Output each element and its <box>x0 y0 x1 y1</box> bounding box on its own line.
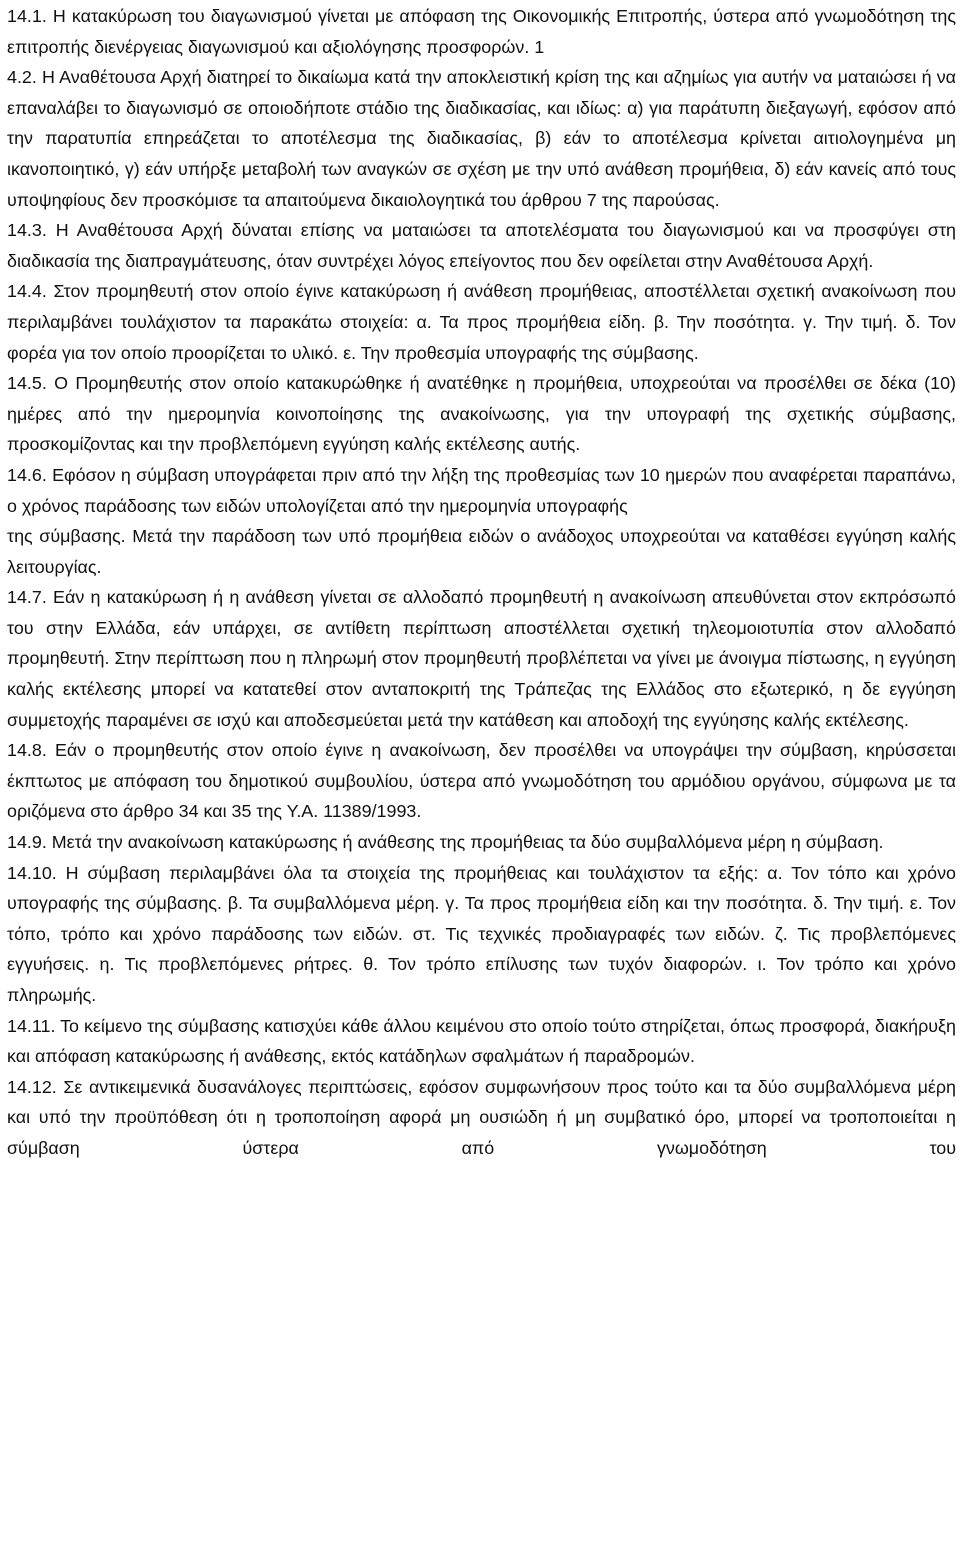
paragraph-14-8: 14.8. Εάν ο προμηθευτής στον οποίο έγινε η ανακοίνωση, δεν προσέλθει να υπογράψει την σύμβαση, κηρύσσεται έκπτωτος με απόφαση του δημοτικού συμβουλίου, ύστερα από γνωμοδότηση του αρμόδιου οργάνου, σύμφωνα με τα οριζόμενα στο άρθρο 34 και 35 της Υ.Α. 11389/1993. <box>7 740 956 822</box>
paragraph-14-6-continued: της σύμβασης. Μετά την παράδοση των υπό προμήθεια ειδών ο ανάδοχος υποχρεούται να καταθέσει εγγύηση καλής λειτουργίας. <box>7 526 956 577</box>
paragraph-14-2: 4.2. Η Αναθέτουσα Αρχή διατηρεί το δικαίωμα κατά την αποκλειστική κρίση της και αζημίως για αυτήν να ματαιώσει ή να επαναλάβει το διαγωνισμό σε οποιοδήποτε στάδιο της διαδικασίας, και ιδίως: α) για παράτυπη διεξαγωγή, εφόσον από την παρατυπία επηρεάζεται το αποτέλεσμα της διαδικασίας, β) εάν το αποτέλεσμα κρίνεται αιτιολογημένα μη ικανοποιητικό, γ) εάν υπήρξε μεταβολή των αναγκών σε σχέση με την υπό ανάθεση προμήθεια, δ) εάν κανείς από τους υποψηφίους δεν προσκόμισε τα απαιτούμενα δικαιολογητικά του άρθρου 7 της παρούσας. <box>7 67 956 210</box>
paragraph-14-4: 14.4. Στον προμηθευτή στον οποίο έγινε κατακύρωση ή ανάθεση προμήθειας, αποστέλλεται σχετική ανακοίνωση που περιλαμβάνει τουλάχιστον τα παρακάτω στοιχεία: α. Τα προς προμήθεια είδη. β. Την ποσότητα. γ. Την τιμή. δ. Τον φορέα για τον οποίο προορίζεται το υλικό. ε. Την προθεσμία υπογραφής της σύμβασης. <box>7 281 956 363</box>
document-page <box>7 1 956 1164</box>
paragraph-14-7: 14.7. Εάν η κατακύρωση ή η ανάθεση γίνεται σε αλλοδαπό προμηθευτή η ανακοίνωση απευθύνεται στον εκπρόσωπό του στην Ελλάδα, εάν υπάρχει, σε αντίθετη περίπτωση αποστέλλεται σχετική τηλεομοιοτυπία στον αλλοδαπό προμηθευτή. Στην περίπτωση που η πληρωμή στον προμηθευτή προβλέπεται να γίνει με άνοιγμα πίστωσης, η εγγύηση καλής εκτέλεσης μπορεί να κατατεθεί στον ανταποκριτή της Τράπεζας της Ελλάδος στο εξωτερικό, η δε εγγύηση συμμετοχής παραμένει σε ισχύ και αποδεσμεύεται μετά την κατάθεση και αποδοχή της εγγύησης καλής εκτέλεσης. <box>7 587 956 730</box>
paragraph-14-3: 14.3. Η Αναθέτουσα Αρχή δύναται επίσης να ματαιώσει τα αποτελέσματα του διαγωνισμού και να προσφύγει στη διαδικασία της διαπραγμάτευσης, όταν συντρέχει λόγος επείγοντος που δεν οφείλεται στην Αναθέτουσα Αρχή. <box>7 220 956 271</box>
paragraph-14-5: 14.5. Ο Προμηθευτής στον οποίο κατακυρώθηκε ή ανατέθηκε η προμήθεια, υποχρεούται να προσέλθει σε δέκα (10) ημέρες από την ημερομηνία κοινοποίησης της ανακοίνωσης, για την υπογραφή της σχετικής σύμβασης, προσκομίζοντας και την προβλεπόμενη εγγύηση καλής εκτέλεσης αυτής. <box>7 373 956 455</box>
paragraph-14-9: 14.9. Μετά την ανακοίνωση κατακύρωσης ή ανάθεσης της προμήθειας τα δύο συμβαλλόμενα μέρη η σύμβαση. <box>7 832 884 853</box>
paragraph-14-6: 14.6. Εφόσον η σύμβαση υπογράφεται πριν από την λήξη της προθεσμίας των 10 ημερών που αναφέρεται παραπάνω, ο χρόνος παράδοσης των ειδών υπολογίζεται από την ημερομηνία υπογραφής <box>7 464 956 516</box>
paragraph-14-11: 14.11. Το κείμενο της σύμβασης κατισχύει κάθε άλλου κειμένου στο οποίο τούτο στηρίζεται, όπως προσφορά, διακήρυξη και απόφαση κατακύρωσης ή ανάθεσης, εκτός κατάδηλων σφαλμάτων ή παραδρομών. <box>7 1015 956 1067</box>
paragraph-14-1: 14.1. Η κατακύρωση του διαγωνισμού γίνεται με απόφαση της Οικονομικής Επιτροπής, ύστερα από γνωμοδότηση της επιτροπής διενέργειας διαγωνισμού και αξιολόγησης προσφορών. 1 <box>7 6 956 57</box>
paragraph-14-12: 14.12. Σε αντικειμενικά δυσανάλογες περιπτώσεις, εφόσον συμφωνήσουν προς τούτο και τα δύο συμβαλλόμενα μέρη και υπό την προϋπόθεση ότι η τροποποίηση αφορά μη ουσιώδη ή μη συμβατικό όρο, μπορεί να τροποποιείται η σύμβαση ύστερα από γνωμοδότηση του <box>7 1076 956 1158</box>
paragraph-14-10: 14.10. Η σύμβαση περιλαμβάνει όλα τα στοιχεία της προμήθειας και τουλάχιστον τα εξής: α. Τον τόπο και χρόνο υπογραφής της σύμβασης. β. Τα συμβαλλόμενα μέρη. γ. Τα προς προμήθεια είδη και την ποσότητα. δ. Την τιμή. ε. Τον τόπο, τρόπο και χρόνο παράδοσης των ειδών. στ. Τις τεχνικές προδιαγραφές των ειδών. ζ. Τις προβλεπόμενες εγγυήσεις. η. Τις προβλεπόμενες ρήτρες. θ. Τον τρόπο επίλυσης των τυχόν διαφορών. ι. Τον τρόπο και χρόνο πληρωμής. <box>7 862 956 1005</box>
